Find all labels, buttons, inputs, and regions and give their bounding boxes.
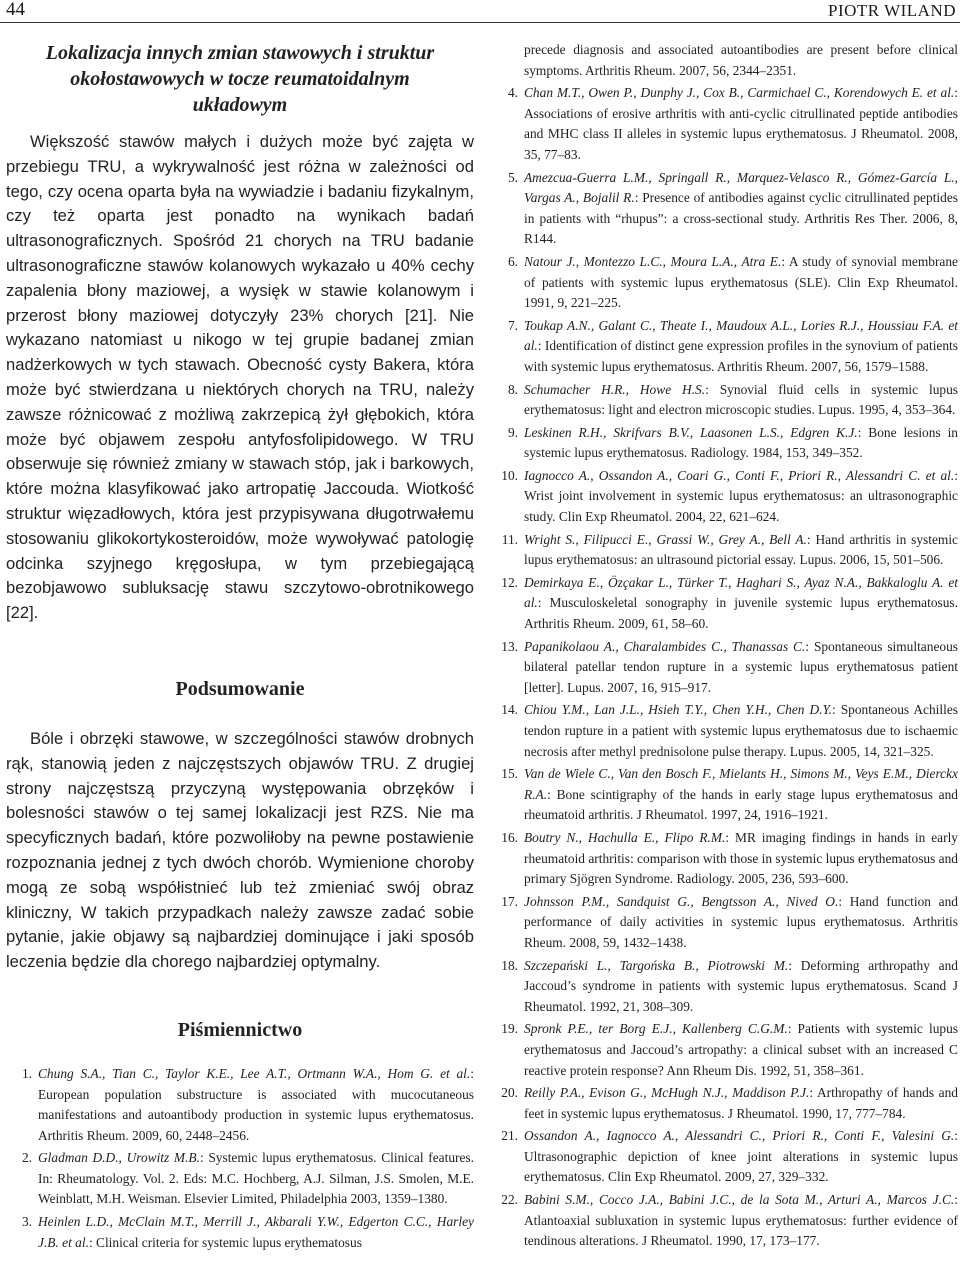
reference-number: 20. [501, 1085, 518, 1101]
reference-authors: Toukap A.N., Galant C., Theate I., Maudoux A.L., Lories R.J., Houssiau F.A. et al. [524, 317, 958, 354]
reference-text: : Associations of erosive arthritis with anti-cyclic citrullinated peptide antibodies and MHC class II alleles in systemic lupus erythematosus. J Rheumatol. 2008, 35, 77–83. [524, 85, 958, 162]
reference-authors: Szczepański L., Targońska B., Piotrowski M. [524, 957, 789, 973]
reference-text: : Hand arthritis in systemic lupus erythematosus: an ultrasound pictorial essay. Lupus. 2006, 15, 501–506. [524, 531, 958, 568]
reference-item [492, 764, 958, 826]
summary-paragraph: Bóle i obrzęki stawowe, w szczególności stawów drobnych rąk, stanowią jeden z najczęstszych objawów TRU. Z drugiej strony najczęstszą przyczyną występowania obrzęków i bolesności stawów o tej samej lokalizacji jest RZS. Nie ma specyficznych badań, które pozwoliłoby na pewne postawienie rozpoznania jednej z tych dwóch chorób. Wymienione choroby mogą ze sobą współistnieć lub też zmieniać swój obraz kliniczny, W takich przypadkach należy zawsze zadać sobie pytanie, jakie objawy są najbardziej dominujące i jaki sposób leczenia będzie dla chorego najbardziej optymalny. [6, 728, 474, 972]
reference-authors: Ossandon A., Iagnocco A., Alessandri C., Priori R., Conti F., Valesini G. [524, 1128, 955, 1144]
reference-item [492, 466, 958, 528]
reference-number: 5. [507, 169, 518, 185]
reference-item [492, 1190, 958, 1252]
reference-authors: Van de Wiele C., Van den Bosch F., Mielants H., Simons M., Veys E.M., Dierckx R.A. [524, 766, 958, 802]
reference-authors: Spronk P.E., ter Borg E.J., Kallenberg C.G.M. [524, 1021, 788, 1037]
reference-number: 6. [507, 253, 518, 269]
reference-authors: Amezcua-Guerra L.M., Springall R., Marquez-Velasco R., Gómez-García L., Vargas A., Bojalil R. [524, 169, 958, 206]
reference-item [492, 83, 958, 165]
references-heading: Piśmiennictwo [177, 1018, 303, 1041]
left-column [6, 40, 474, 1255]
reference-item [492, 956, 958, 1018]
summary-heading: Podsumowanie [175, 677, 305, 700]
reference-list-left [6, 1064, 474, 1253]
reference-text: : Spontaneous simultaneous bilateral patellar tendon rupture in a systemic lupus erythematosus patient [letter]. Lupus. 2007, 16, 915–917. [524, 638, 958, 695]
reference-text: : Bone scintigraphy of the hands in early stage lupus erythematosus and rheumatoid arthritis. J Rheumatol. 1997, 24, 1916–1921. [524, 786, 958, 823]
reference-text: : Clinical criteria for systemic lupus erythematosus [88, 1234, 362, 1250]
reference-authors: Boutry N., Hachulla E., Flipo R.M. [524, 829, 726, 845]
reference-number: 9. [507, 424, 518, 440]
reference-authors: Reilly P.A., Evison G., McHugh N.J., Maddison P.J. [524, 1085, 810, 1101]
reference-number: 19. [501, 1021, 518, 1037]
reference-number: 8. [507, 381, 518, 397]
reference-item [492, 1019, 958, 1081]
reference-number: 3. [21, 1214, 32, 1230]
reference-authors: Schumacher H.R., Howe H.S. [524, 381, 706, 397]
reference-item [492, 380, 958, 421]
reference-item [492, 573, 958, 635]
reference-text: : Ultrasonographic depiction of knee joint alterations in systemic lupus erythematosus. Clin Exp Rheumatol. 2009, 27, 329–332. [524, 1128, 958, 1185]
reference-list-right [492, 83, 958, 1252]
running-author: PIOTR WILAND [828, 1, 956, 20]
reference-text: : Synovial fluid cells in systemic lupus erythematosus: light and electron microscopic studies. Lupus. 1995, 4, 353–364. [524, 381, 958, 418]
reference-authors: Leskinen R.H., Skrifvars B.V., Laasonen L.S., Edgren K.J. [524, 424, 858, 440]
reference-number: 13. [501, 638, 518, 654]
section-paragraph: Większość stawów małych i dużych może być zajęta w przebiegu TRU, a wykrywalność jest różna w zależności od tego, czy ocena oparta była na wywiadzie i badaniu fizykalnym, czy też oparta jest ponadto na wynikach badań ultrasonograficznych. Spośród 21 chorych na TRU badanie ultrasonograficzne stawów kolanowych wykazało u 40% cechy zapalenia błony maziowej, a wysięk w stawie kolanowym i przerost błony maziowej dotyczyły 23% chorych [21]. Nie wykazano natomiast u nikogo w tej grupie badanej zmian nadżerkowych w tych stawach. Obecność cysty Bakera, która może być stwierdzana u niektórych chorych na TRU, należy zawsze różnicować z możliwą zakrzepicą żył głębokich, która może być objawem zespołu antyfosfolipidowego. W TRU obserwuje się również zmiany w stawach stóp, jak i barkowych, które można klasyfikować jako artropatię Jaccouda. Wiotkość struktur więzadłowych, która jest przypisywana długotrwałemu stosowaniu glikokortykosteroidów, może wywoływać patologię odcinka szyjnego kręgosłupa, w tym przebiegającą bezobjawowo subluksację stawu szczytowo-obrotnikowego [22]. [6, 132, 474, 623]
reference-item [6, 1212, 474, 1253]
reference-item [492, 423, 958, 464]
reference-item [492, 892, 958, 954]
reference-number: 18. [501, 957, 518, 973]
reference-authors: Demirkaya E., Özçakar L., Türker T., Haghari S., Ayaz N.A., Bakkaloglu A. et al. [524, 574, 958, 611]
reference-number: 14. [501, 702, 518, 718]
reference-item [492, 1126, 958, 1188]
reference-text: : Spontaneous Achilles tendon rupture in a patient with systemic lupus erythematosus due to ischaemic necrosis after methyl prednisolone pulse therapy. Lupus. 2005, 14, 321–325. [524, 702, 958, 759]
section-title [6, 40, 474, 118]
reference-authors: Papanikolaou A., Charalambides C., Thanassas C. [524, 638, 806, 654]
reference-text: : European population substructure is associated with mucocutaneous manifestations and autoantibody production in systemic lupus erythematosus. Arthritis Rheum. 2009, 60, 2448–2456. [38, 1065, 474, 1143]
reference-item [492, 637, 958, 699]
section-title-line: okołostawowych w tocze reumatoidalnym [70, 68, 410, 90]
reference-text: : Wrist joint involvement in systemic lupus erythematosus: an ultrasonographic study. Clin Exp Rheumatol. 2004, 22, 621–624. [524, 467, 958, 525]
reference-number: 7. [507, 317, 518, 333]
section-title-line: Lokalizacja innych zmian stawowych i struktur [45, 42, 435, 64]
reference-item [492, 316, 958, 378]
reference-text: : Presence of antibodies against cyclic citrullinated peptides in patients with “rhupus”: a cross-sectional study. Arthritis Res Ther. 2006, 8, R144. [524, 190, 958, 247]
reference-authors: Johnsson P.M., Sandquist G., Bengtsson A., Nived O. [524, 893, 839, 909]
reference-number: 15. [501, 766, 518, 782]
right-column [492, 40, 958, 1254]
reference-authors: Heinlen L.D., McClain M.T., Merrill J., Akbarali Y.W., Edgerton C.C., Harley J.B. et al. [38, 1214, 474, 1250]
reference-number: 1. [21, 1065, 32, 1081]
reference-item [492, 700, 958, 762]
reference-authors: Wright S., Filipucci E., Grassi W., Grey A., Bell A. [524, 531, 807, 547]
reference-authors: Gladman D.D., Urowitz M.B. [38, 1150, 200, 1166]
reference-item [492, 1083, 958, 1124]
reference-text: : Systemic lupus erythematosus. Clinical features. In: Rheumatology. Vol. 2. Eds: M.C. Hochberg, A.J. Silman, J.S. Smolen, M.E. Weinblatt, M.H. Weisman. Elsevier Limited, Philadelphia 2003, 1359–1380. [38, 1150, 474, 1207]
reference-authors: Chiou Y.M., Lan J.L., Hsieh T.Y., Chen Y.H., Chen D.Y. [524, 702, 833, 718]
reference-number: 16. [501, 829, 518, 845]
reference-text: : Musculoskeletal sonography in juvenile systemic lupus erythematosus. Arthritis Rheum. 2009, 61, 58–60. [524, 595, 958, 632]
reference-item [492, 252, 958, 314]
reference-text: : Bone lesions in systemic lupus erythematosus. Radiology. 1984, 153, 349–352. [524, 424, 958, 461]
reference-text: : Hand function and performance of daily activities in systemic lupus erythematosus. Arthritis Rheum. 2008, 59, 1432–1438. [524, 893, 959, 950]
reference-authors: Natour J., Montezzo L.C., Moura L.A., Atra E. [524, 253, 782, 269]
reference-number: 11. [501, 531, 518, 547]
reference-number: 4. [507, 85, 518, 101]
reference-number: 22. [501, 1192, 518, 1208]
page-header [0, 0, 960, 23]
reference-number: 21. [501, 1128, 518, 1144]
reference-number: 2. [21, 1150, 32, 1166]
reference-authors: Chan M.T., Owen P., Dunphy J., Cox B., Carmichael C., Korendowych E. et al. [524, 85, 955, 101]
reference-text: : MR imaging findings in hands in early rheumatoid arthritis: comparison with those in systemic lupus erythematosus and primary Sjögren Syndrome. Radiology. 2005, 236, 593–600. [524, 829, 959, 887]
reference-item [492, 530, 958, 571]
reference-authors: Chung S.A., Tian C., Taylor K.E., Lee A.T., Ortmann W.A., Hom G. et al. [38, 1065, 471, 1081]
reference-authors: Iagnocco A., Ossandon A., Coari G., Conti F., Priori R., Alessandri C. et al. [524, 467, 955, 483]
reference-text: : Atlantoaxial subluxation in systemic lupus erythematosus: further evidence of tendinous alterations. J Rheumatol. 1990, 17, 173–177. [524, 1192, 958, 1249]
page-number: 44 [6, 0, 25, 20]
reference-text: : Arthropathy of hands and feet in systemic lupus erythematosus. J Rheumatol. 1990, 17, 777–784. [524, 1085, 958, 1121]
reference-number: 10. [501, 467, 518, 483]
reference-item [492, 168, 958, 250]
reference-number: 12. [501, 574, 518, 590]
reference-text: : Identification of distinct gene expression profiles in the synovium of patients with systemic lupus erythematosus. Arthritis Rheum. 2007, 56, 1579–1588. [524, 338, 958, 374]
reference-continuation-text: precede diagnosis and associated autoantibodies are present before clinical symptoms. Arthritis Rheum. 2007, 56, 2344–2351. [524, 42, 958, 78]
section-title-line: układowym [192, 94, 288, 116]
reference-text: : Deforming arthropathy and Jaccoud’s syndrome in patients with systemic lupus erythematosus. Scand J Rheumatol. 1992, 21, 308–309. [524, 957, 958, 1014]
reference-item [492, 828, 958, 890]
reference-authors: Babini S.M., Cocco J.A., Babini J.C., de la Sota M., Arturi A., Marcos J.C. [524, 1192, 955, 1208]
reference-number: 17. [501, 893, 518, 909]
reference-item [6, 1064, 474, 1146]
reference-item [6, 1148, 474, 1210]
reference-text: : A study of synovial membrane of patients with systemic lupus erythematosus (SLE). Clin Exp Rheumatol. 1991, 9, 221–225. [524, 253, 958, 311]
reference-text: : Patients with systemic lupus erythematosus and Jaccoud’s artropathy: a clinical subset with an increased C reactive protein response? Ann Rheum Dis. 1992, 51, 358–361. [524, 1021, 959, 1078]
reference-continuation [492, 40, 958, 81]
